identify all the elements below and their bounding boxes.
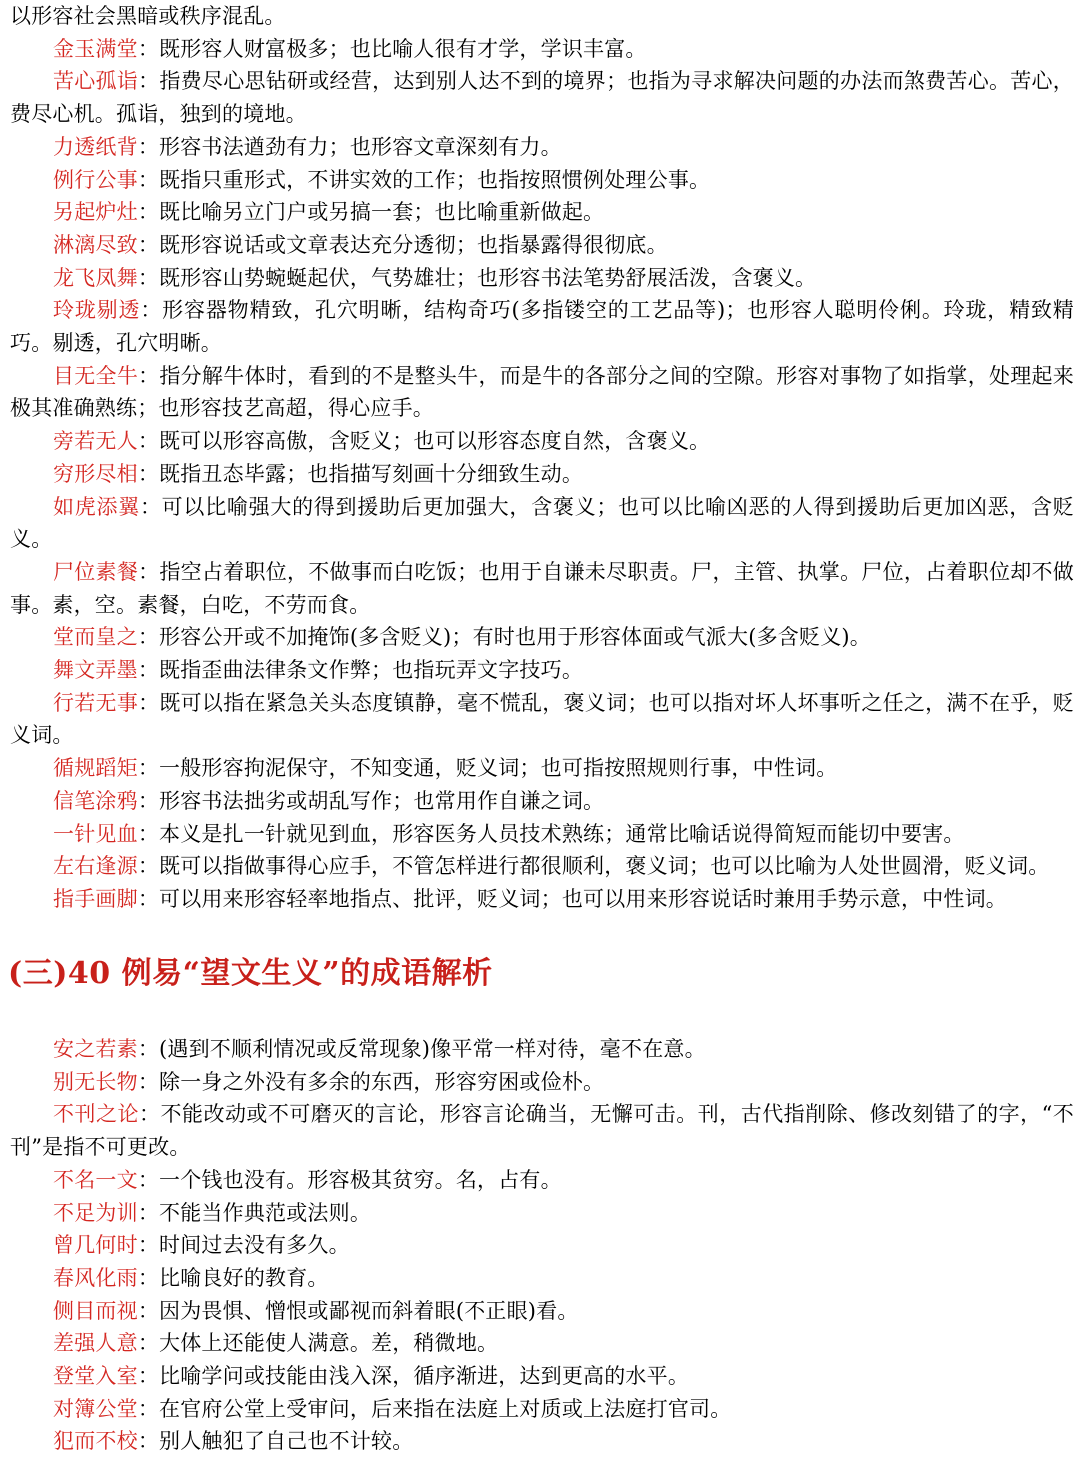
- idiom-definition: 指费尽心思钻研或经营，达到别人达不到的境界；也指为寻求解决问题的办法而煞费苦心。苦心，费尽心机。孤诣，独到的境地。: [10, 69, 1074, 127]
- idiom-term: 不刊之论: [53, 1102, 139, 1127]
- idiom-entry: [0, 1327, 1080, 1360]
- term-colon: ：: [137, 1167, 160, 1192]
- idiom-entry: [0, 883, 1080, 916]
- idiom-entry: [0, 425, 1080, 458]
- term-colon: ：: [137, 134, 160, 159]
- section-heading: (三)40 例易“望文生义”的成语解析: [8, 956, 493, 991]
- term-colon: ：: [137, 886, 160, 911]
- term-colon: ：: [137, 1396, 160, 1421]
- idiom-term: 舞文弄墨: [53, 658, 138, 683]
- idiom-entry: [0, 1066, 1080, 1099]
- idiom-term: 信笔涂鸦: [53, 788, 138, 813]
- term-colon: ：: [137, 821, 160, 846]
- idiom-definition: 既指丑态毕露；也指描写刻画十分细致生动。: [159, 461, 584, 486]
- idiom-definition: 指分解牛体时，看到的不是整头牛，而是牛的各部分之间的空隙。形容对事物了如指掌，处理起来极其准确熟练；也形容技艺高超，得心应手。: [10, 363, 1074, 421]
- idiom-entry: [0, 621, 1080, 654]
- idiom-definition: 本义是扎一针就见到血，形容医务人员技术熟练；通常比喻话说得简短而能切中要害。: [159, 821, 965, 846]
- idiom-term: 不足为训: [53, 1200, 138, 1225]
- idiom-entry: [0, 1360, 1080, 1393]
- term-colon: ：: [137, 167, 160, 192]
- idiom-definition: 既可以形容高傲，含贬义；也可以形容态度自然，含褒义。: [159, 429, 711, 454]
- idiom-definition: 指空占着职位，不做事而白吃饭；也用于自谦未尽职责。尸，主管、执掌。尸位，占着职位却不做事。素，空。素餐，白吃，不劳而食。: [10, 559, 1074, 617]
- idiom-term: 差强人意: [53, 1331, 138, 1356]
- idiom-entry: [0, 1425, 1080, 1458]
- idiom-definition: 时间过去没有多久。: [159, 1233, 350, 1258]
- idiom-term: 苦心孤诣: [53, 69, 139, 94]
- idiom-definition: 一般形容拘泥保守，不知变通，贬义词；也可指按照规则行事，中性词。: [159, 756, 838, 781]
- idiom-term: 堂而皇之: [53, 625, 138, 650]
- idiom-entry: [0, 1164, 1080, 1197]
- idiom-term: 穷形尽相: [53, 461, 138, 486]
- idiom-definition: 不能当作典范或法则。: [159, 1200, 372, 1225]
- idiom-definition: 因为畏惧、憎恨或鄙视而斜着眼(不正眼)看。: [159, 1298, 579, 1323]
- idiom-definition: 形容书法遒劲有力；也形容文章深刻有力。: [159, 134, 562, 159]
- term-colon: ：: [137, 658, 160, 683]
- idiom-definition: 别人触犯了自己也不计较。: [159, 1429, 414, 1454]
- idiom-term: 不名一文: [53, 1167, 138, 1192]
- idiom-term: 金玉满堂: [53, 36, 138, 61]
- idiom-term: 玲珑剔透: [53, 298, 141, 323]
- idiom-entry: [0, 785, 1080, 818]
- idiom-definition: 既指只重形式，不讲实效的工作；也指按照惯例处理公事。: [159, 167, 711, 192]
- idiom-term: 指手画脚: [53, 886, 138, 911]
- entry-list-2: [0, 1033, 1080, 1458]
- idiom-entry: [0, 262, 1080, 295]
- term-colon: ：: [138, 690, 160, 715]
- idiom-entry: [0, 360, 1080, 425]
- idiom-term: 春风化雨: [53, 1265, 138, 1290]
- idiom-definition: 既形容山势蜿蜒起伏，气势雄壮；也形容书法笔势舒展活泼，含褒义。: [159, 265, 817, 290]
- idiom-entry: [0, 654, 1080, 687]
- idiom-entry: [0, 196, 1080, 229]
- term-colon: ：: [137, 1331, 160, 1356]
- term-colon: ：: [137, 1298, 160, 1323]
- term-colon: ：: [137, 1200, 160, 1225]
- term-colon: ：: [137, 1429, 160, 1454]
- idiom-definition: 既可以指在紧急关头态度镇静，毫不慌乱，褒义词；也可以指对坏人坏事听之任之，满不在乎，贬义词。: [10, 690, 1074, 748]
- idiom-entry: [0, 1033, 1080, 1066]
- idiom-term: 曾几何时: [53, 1233, 138, 1258]
- idiom-entry: [0, 1295, 1080, 1328]
- idiom-term: 淋漓尽致: [53, 232, 138, 257]
- idiom-entry: [0, 556, 1080, 621]
- idiom-entry: [0, 491, 1080, 556]
- term-colon: ：: [137, 788, 160, 813]
- idiom-definition: 可以用来形容轻率地指点、批评，贬义词；也可以用来形容说话时兼用手势示意，中性词。: [159, 886, 1008, 911]
- idiom-list-part2: [0, 1033, 1080, 1458]
- term-colon: ：: [138, 559, 160, 584]
- term-colon: ：: [137, 232, 160, 257]
- idiom-term: 侧目而视: [53, 1298, 138, 1323]
- idiom-entry: [0, 752, 1080, 785]
- term-colon: ：: [137, 756, 160, 781]
- idiom-term: 力透纸背: [53, 134, 138, 159]
- term-colon: ：: [137, 625, 160, 650]
- idiom-term: 例行公事: [53, 167, 138, 192]
- idiom-term: 安之若素: [53, 1037, 138, 1061]
- idiom-definition: 可以比喻强大的得到援助后更加强大，含褒义；也可以比喻凶恶的人得到援助后更加凶恶，含贬义。: [10, 494, 1074, 552]
- idiom-term: 旁若无人: [53, 429, 138, 454]
- idiom-definition: 既比喻另立门户或另搞一套；也比喻重新做起。: [159, 200, 605, 225]
- idiom-entry: [0, 1229, 1080, 1262]
- term-colon: ：: [137, 36, 160, 61]
- term-colon: ：: [138, 363, 160, 388]
- idiom-term: 循规蹈矩: [53, 756, 138, 781]
- idiom-entry: [0, 818, 1080, 851]
- idiom-term: 犯而不校: [53, 1429, 138, 1454]
- idiom-entry: [0, 164, 1080, 197]
- term-colon: ：: [137, 461, 160, 486]
- idiom-entry: [0, 458, 1080, 491]
- term-colon: ：: [137, 265, 160, 290]
- idiom-entry: [0, 1262, 1080, 1295]
- idiom-term: 行若无事: [53, 690, 139, 715]
- idiom-entry: [0, 1098, 1080, 1163]
- idiom-definition: 既可以指做事得心应手，不管怎样进行都很顺利，褒义词；也可以比喻为人处世圆滑，贬义词。: [159, 854, 1050, 879]
- idiom-definition: 在官府公堂上受审问，后来指在法庭上对质或上法庭打官司。: [159, 1396, 732, 1421]
- idiom-entry: [0, 1197, 1080, 1230]
- term-colon: ：: [137, 429, 160, 454]
- idiom-definition: 除一身之外没有多余的东西，形容穷困或俭朴。: [159, 1069, 605, 1094]
- term-colon: ：: [137, 1364, 160, 1389]
- idiom-term: 一针见血: [53, 821, 138, 846]
- entry-list-1: [0, 33, 1080, 916]
- idiom-definition: 形容公开或不加掩饰(多含贬义)；有时也用于形容体面或气派大(多含贬义)。: [159, 625, 871, 650]
- idiom-entry: [0, 33, 1080, 66]
- idiom-definition: 既形容人财富极多；也比喻人很有才学，学识丰富。: [159, 36, 647, 61]
- term-colon: ：: [139, 494, 162, 519]
- idiom-term: 别无长物: [53, 1069, 138, 1094]
- idiom-term: 左右逢源: [53, 854, 138, 879]
- idiom-term: 目无全牛: [53, 363, 139, 388]
- term-colon: ：: [137, 1233, 160, 1258]
- idiom-term: 龙飞凤舞: [53, 265, 138, 290]
- idiom-term: 登堂入室: [53, 1364, 138, 1389]
- idiom-definition: 比喻学问或技能由浅入深，循序渐进，达到更高的水平。: [159, 1364, 690, 1389]
- idiom-definition: (遇到不顺利情况或反常现象)像平常一样对待，毫不在意。: [159, 1037, 706, 1061]
- idiom-entry: [0, 229, 1080, 262]
- idiom-term: 尸位素餐: [53, 559, 139, 584]
- idiom-entry: [0, 65, 1080, 130]
- idiom-definition: 大体上还能使人满意。差，稍微地。: [159, 1331, 499, 1356]
- term-colon: ：: [138, 1102, 161, 1127]
- term-colon: ：: [137, 1069, 160, 1094]
- idiom-term: 另起炉灶: [53, 200, 138, 225]
- idiom-entry: [0, 1393, 1080, 1426]
- idiom-term: 对簿公堂: [53, 1396, 138, 1421]
- lead-line: 以形容社会黑暗或秩序混乱。: [10, 4, 286, 28]
- idiom-definition: 既形容说话或文章表达充分透彻；也指暴露得很彻底。: [159, 232, 668, 257]
- term-colon: ：: [138, 69, 160, 94]
- idiom-entry: [0, 131, 1080, 164]
- idiom-definition: 一个钱也没有。形容极其贫穷。名，占有。: [159, 1167, 562, 1192]
- term-colon: ：: [137, 1265, 160, 1290]
- term-colon: ：: [137, 1037, 160, 1061]
- idiom-definition: 形容器物精致，孔穴明晰，结构奇巧(多指镂空的工艺品等)；也形容人聪明伶俐。玲珑，精致精巧。剔透，孔穴明晰。: [10, 298, 1075, 356]
- term-colon: ：: [137, 854, 160, 879]
- idiom-definition: 形容书法拙劣或胡乱写作；也常用作自谦之词。: [159, 788, 605, 813]
- idiom-definition: 比喻良好的教育。: [159, 1265, 329, 1290]
- idiom-entry: [0, 687, 1080, 752]
- idiom-term: 如虎添翼: [53, 494, 140, 519]
- idiom-definition: 不能改动或不可磨灭的言论，形容言论确当，无懈可击。刊，古代指削除、修改刻错了的字，“不刊”是指不可更改。: [10, 1102, 1074, 1160]
- term-colon: ：: [137, 200, 160, 225]
- idiom-definition: 既指歪曲法律条文作弊；也指玩弄文字技巧。: [159, 658, 584, 683]
- idiom-entry: [0, 850, 1080, 883]
- term-colon: ：: [140, 298, 163, 323]
- idiom-entry: [0, 294, 1080, 359]
